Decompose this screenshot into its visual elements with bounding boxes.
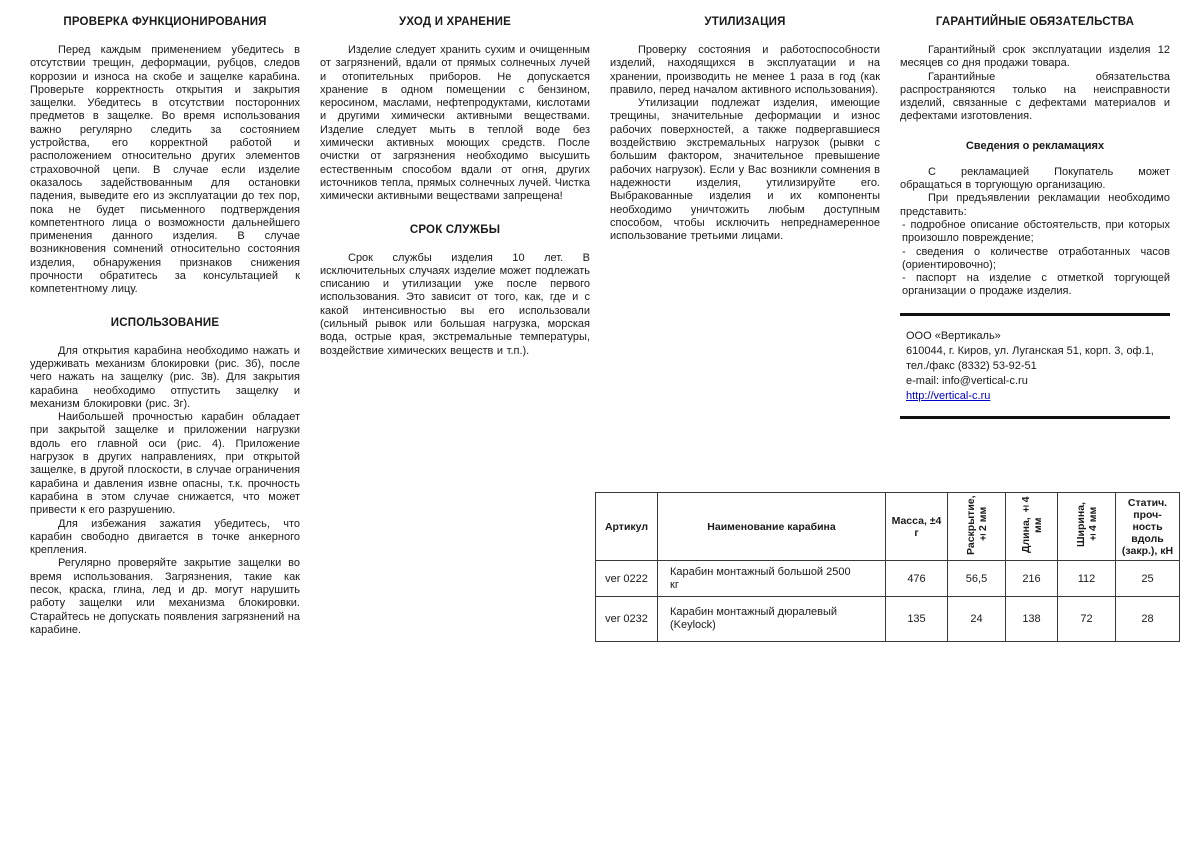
section-heading-care-storage: УХОД И ХРАНЕНИЕ — [398, 16, 512, 28]
column-warranty — [900, 12, 1170, 419]
section-heading-warranty: ГАРАНТИЙНЫЕ ОБЯЗАТЕЛЬСТВА — [935, 16, 1135, 28]
section-heading-usage: ИСПОЛЬЗОВАНИЕ — [110, 316, 220, 329]
paragraph: С рекламацией Покупатель может обращаться в торгующую организацию. — [900, 165, 1170, 192]
cell-name: Карабин монтажный большой 2500 кг — [658, 561, 886, 597]
paragraph: Для избежания зажатия убедитесь, что карабин свободно двигается в точке анкерного крепления. — [30, 517, 300, 557]
paragraph: Для открытия карабина необходимо нажать и удерживать механизм блокировки (рис. 3б), после чего нажать на защелку (рис. 3в). Для закрытия карабина необходимо отпустить защелку и механизм блокировки (рис. 3г). — [30, 344, 300, 410]
header-cell-opening: Раскрытие, ±2 мм — [948, 493, 1006, 561]
paragraph: Утилизации подлежат изделия, имеющие трещины, значительные деформации и износ рабочих поверхностей, а также подвергавшиеся воздействию экстремальных нагрузок (рывки с большим фактором, значительное превышение рабочих нагрузок). Если у Вас возникли сомнения в надежности изделия, утилизируйте его. Выбракованные изделия и их компоненты необходимо уничтожить любым доступным способом, чтобы исключить непреднамеренное использование третьими лицами. — [610, 97, 880, 243]
paragraph: При предъявлении рекламации необходимо представить: — [900, 192, 1170, 218]
company-phone: тел./факс (8332) 53-92-51 — [906, 359, 1037, 372]
paragraph: Гарантийный срок эксплуатации изделия 12 месяцев со дня продажи товара. — [900, 44, 1170, 70]
spec-table — [595, 492, 1180, 642]
header-cell-width: Ширина, ±4 мм — [1058, 493, 1116, 561]
column-care-storage — [320, 12, 590, 358]
contact-info-box — [900, 313, 1170, 419]
section-heading-service-life: СРОК СЛУЖБЫ — [409, 223, 501, 236]
company-email: e-mail: info@vertical-c.ru — [906, 374, 1028, 387]
table-row — [596, 561, 1180, 597]
cell-articul: ver 0232 — [596, 597, 658, 642]
cell-name: Карабин монтажный дюралевый (Keylock) — [658, 597, 886, 642]
cell-mass: 476 — [886, 561, 948, 597]
section-heading-disposal: УТИЛИЗАЦИЯ — [704, 16, 786, 28]
cell-width: 112 — [1058, 561, 1116, 597]
company-address: 610044, г. Киров, ул. Луганская 51, корп. 3, оф.1, — [906, 344, 1154, 357]
cell-length: 216 — [1006, 561, 1058, 597]
header-cell-strength: Статич. проч- ность вдоль (закр.), кН — [1116, 493, 1180, 561]
paragraph: Регулярно проверяйте закрытие защелки во время использования. Загрязнения, такие как песок, краска, глина, лед и др. могут нарушить работу защелки или механизма блокировки. Старайтесь не допускать появления загрязнений на карабине. — [30, 557, 300, 636]
paragraph: Гарантийные обязательства распространяются только на неисправности изделий, связанные с дефектами материалов и дефектами изготовления. — [900, 70, 1170, 123]
company-name: ООО «Вертикаль» — [906, 329, 1001, 342]
website-link[interactable]: http://vertical-c.ru — [906, 389, 991, 402]
cell-length: 138 — [1006, 597, 1058, 642]
cell-articul: ver 0222 — [596, 561, 658, 597]
cell-opening: 24 — [948, 597, 1006, 642]
header-cell-mass: Масса, ±4 г — [886, 493, 948, 561]
paragraph: Срок службы изделия 10 лет. В исключительных случаях изделие может подлежать списанию и утилизации уже после первого использования. Это зависит от того, как, где и с какой интенсивностью вы его использовали (сильный рывок или большая нагрузка, морская вода, острые края, экстремальные температуры, воздействие химических веществ и т.п.). — [320, 251, 590, 357]
claims-requirement-item: - сведения о количестве отработанных часов (ориентировочно); — [902, 245, 1170, 271]
header-cell-length: Длина, ±4 мм — [1006, 493, 1058, 561]
cell-strength: 28 — [1116, 597, 1180, 642]
cell-mass: 135 — [886, 597, 948, 642]
section-heading-claims: Сведения о рекламациях — [965, 139, 1105, 152]
column-function-check — [30, 12, 300, 637]
header-cell-articul: Артикул — [596, 493, 658, 561]
cell-opening: 56,5 — [948, 561, 1006, 597]
cell-strength: 25 — [1116, 561, 1180, 597]
claims-requirement-item: - подробное описание обстоятельств, при которых произошло повреждение; — [902, 218, 1170, 245]
table-row — [596, 597, 1180, 642]
header-cell-name: Наименование карабина — [658, 493, 886, 561]
table-header-row — [596, 493, 1180, 561]
paragraph: Изделие следует хранить сухим и очищенным от загрязнений, вдали от прямых солнечных лучей и отопительных приборов. Не допускается хранение в одном помещении с бензином, керосином, маслами, нефтепродуктами, кислотами и другими химически активными веществами. Изделие следует мыть в теплой воде без химически активных моющих средств. После очистки от загрязнения необходимо высушить естественным способом вдали от огня, других источников тепла, прямых солнечных лучей. Чистка химически активными веществами запрещена! — [320, 44, 590, 203]
paragraph: Перед каждым применением убедитесь в отсутствии трещин, деформации, рубцов, следов коррозии и износа на скобе и защелке карабина. Проверьте корректность открытия и закрытия защелки. Убедитесь в отсутствии посторонних предметов в защелке. Во время использования важно регулярно следить за состоянием устройства, его корректной работой и расположением относительно других элементов страховочной цепи. В случае если изделие оказалось задействованным для остановки падения, выведите его из эксплуатации до тех пор, пока не будет письменного подтверждения компетентного лица о возможности дальнейшего применения данного изделия. В случае возникновения сомнений относительно состояния изделия, обнаружения признаков снижения прочности обратитесь за консультацией к компетентному лицу. — [30, 44, 300, 296]
claims-requirement-item: - паспорт на изделие с отметкой торгующей организации о продаже изделия. — [902, 272, 1170, 298]
cell-width: 72 — [1058, 597, 1116, 642]
paragraph: Наибольшей прочностью карабин обладает при закрытой защелке и приложении нагрузки вдоль его главной оси (рис. 4). Приложение нагрузок в других направлениях, при открытой защелке, в другой плоскости, в случае ограничения карабина и давления извне опасны, т.к. прочность карабина в этом случае снижается, что может привести к его разрушению. — [30, 411, 300, 517]
paragraph: Проверку состояния и работоспособности изделий, находящихся в эксплуатации и на хранении, производить не менее 1 раза в год (как правило, перед началом активного использования). — [610, 44, 880, 96]
section-heading-function-check: ПРОВЕРКА ФУНКЦИОНИРОВАНИЯ — [63, 16, 267, 28]
column-disposal — [610, 12, 880, 243]
